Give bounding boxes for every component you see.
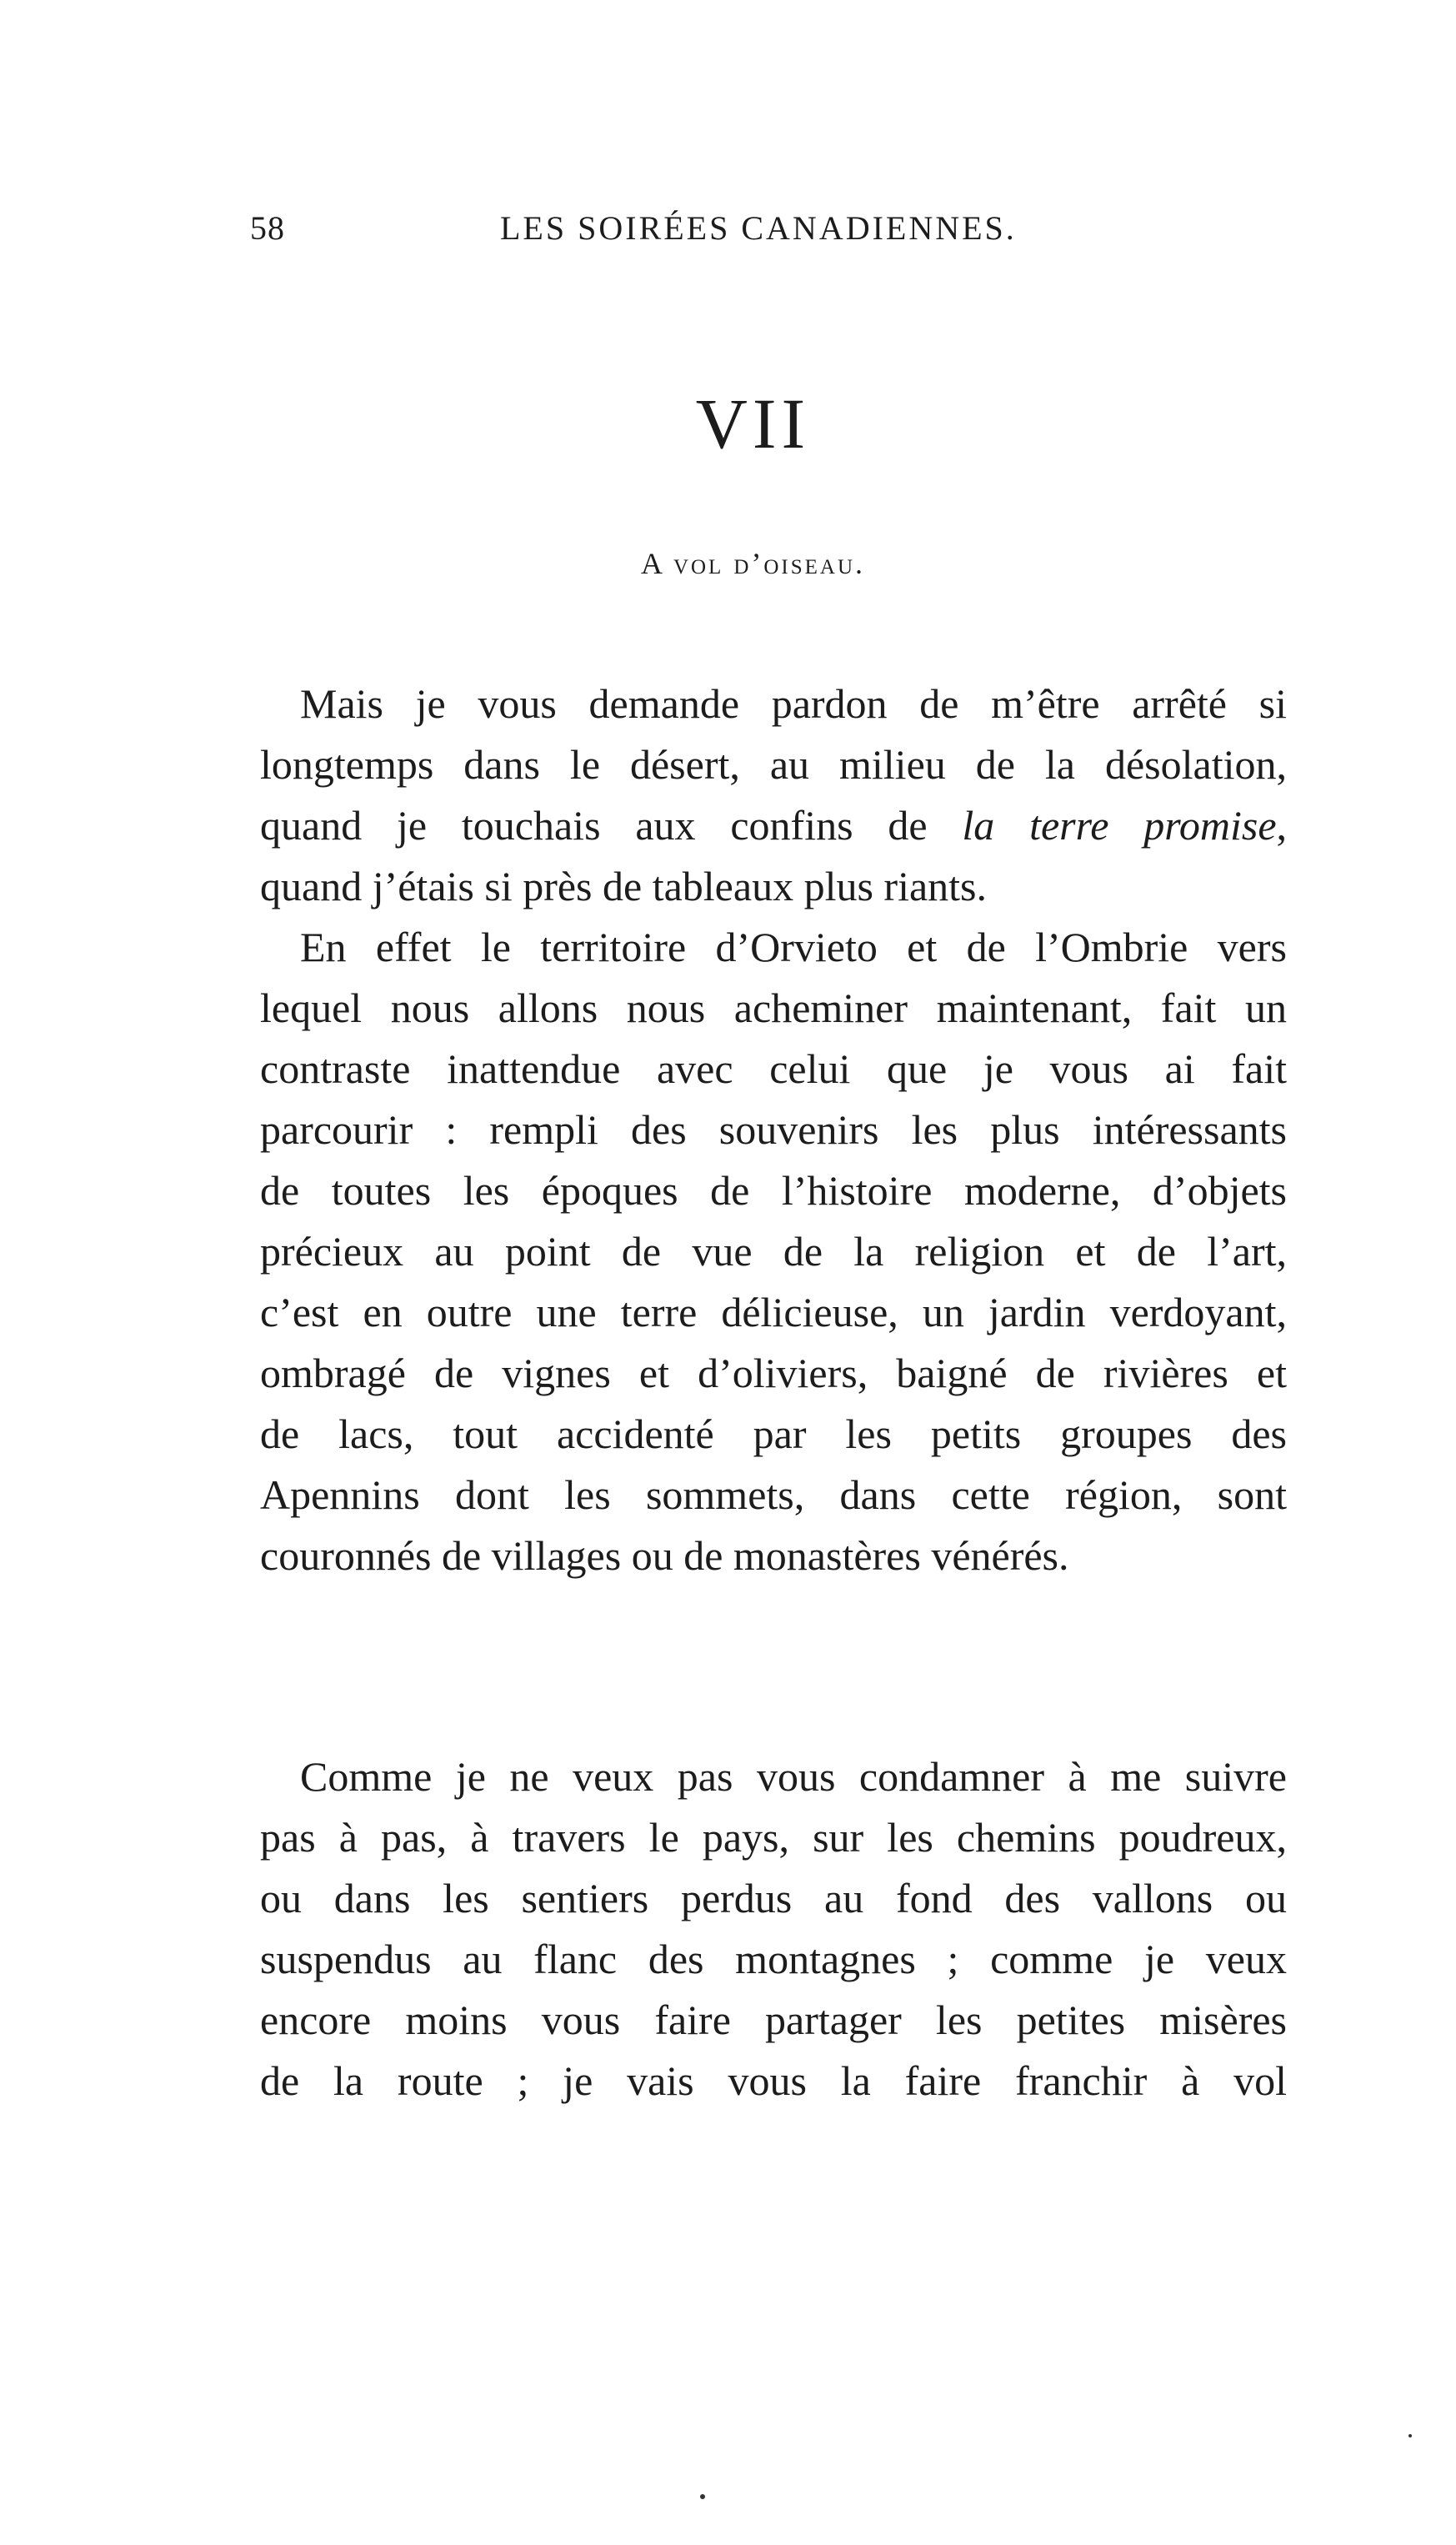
paragraph-2	[260, 917, 1287, 1586]
text-line: ou dans les sentiers perdus au fond des vallons ou	[260, 1875, 1287, 1921]
text-line: lequel nous allons nous acheminer maintenant, fait un	[260, 984, 1287, 1031]
text-line: quand j’étais si près de tableaux plus riants.	[260, 863, 987, 909]
print-speck	[700, 2494, 705, 2499]
print-speck	[1408, 2434, 1412, 2437]
italic-text: la terre promise	[962, 802, 1277, 849]
text-line: suspendus au flanc des montagnes ; comme je veux	[260, 1936, 1287, 1982]
text-line: encore moins vous faire partager les petites misères	[260, 1996, 1287, 2043]
text-line: couronnés de villages ou de monastères vénérés.	[260, 1532, 1069, 1579]
chapter-number: VII	[695, 383, 811, 463]
text-line: parcourir : rempli des souvenirs les plus intéressants	[260, 1106, 1287, 1153]
text-line: Comme je ne veux pas vous condamner à me suivre	[300, 1753, 1287, 1800]
text-span: quand je touchais aux confins de	[260, 802, 963, 849]
text-line: Apennins dont les sommets, dans cette région, sont	[260, 1471, 1287, 1518]
paragraph-1	[260, 674, 1287, 917]
text-span: ,	[1276, 802, 1287, 849]
text-line: précieux au point de vue de la religion et de l’art,	[260, 1228, 1287, 1275]
running-title: LES SOIRÉES CANADIENNES.	[500, 209, 1017, 247]
text-line: Mais je vous demande pardon de m’être arrêté si	[300, 680, 1287, 727]
page-number: 58	[250, 209, 285, 247]
text-line: longtemps dans le désert, au milieu de la désolation,	[260, 741, 1287, 788]
text-line: pas à pas, à travers le pays, sur les chemins poudreux,	[260, 1814, 1287, 1861]
text-line: contraste inattendue avec celui que je vous ai fait	[260, 1045, 1287, 1092]
text-line: ombragé de vignes et d’oliviers, baigné de rivières et	[260, 1350, 1287, 1396]
paragraph-3	[260, 1746, 1287, 2112]
chapter-title: A vol d’oiseau.	[640, 547, 866, 580]
running-head	[250, 208, 1300, 258]
text-line: En effet le territoire d’Orvieto et de l’Ombrie vers	[300, 924, 1287, 970]
text-line: c’est en outre une terre délicieuse, un jardin verdoyant,	[260, 1289, 1287, 1335]
text-line: de toutes les époques de l’histoire moderne, d’objets	[260, 1167, 1287, 1214]
text-line	[260, 795, 1287, 856]
text-line: de lacs, tout accidenté par les petits groupes des	[260, 1410, 1287, 1457]
text-line: de la route ; je vais vous la faire franchir à vol	[260, 2057, 1287, 2104]
